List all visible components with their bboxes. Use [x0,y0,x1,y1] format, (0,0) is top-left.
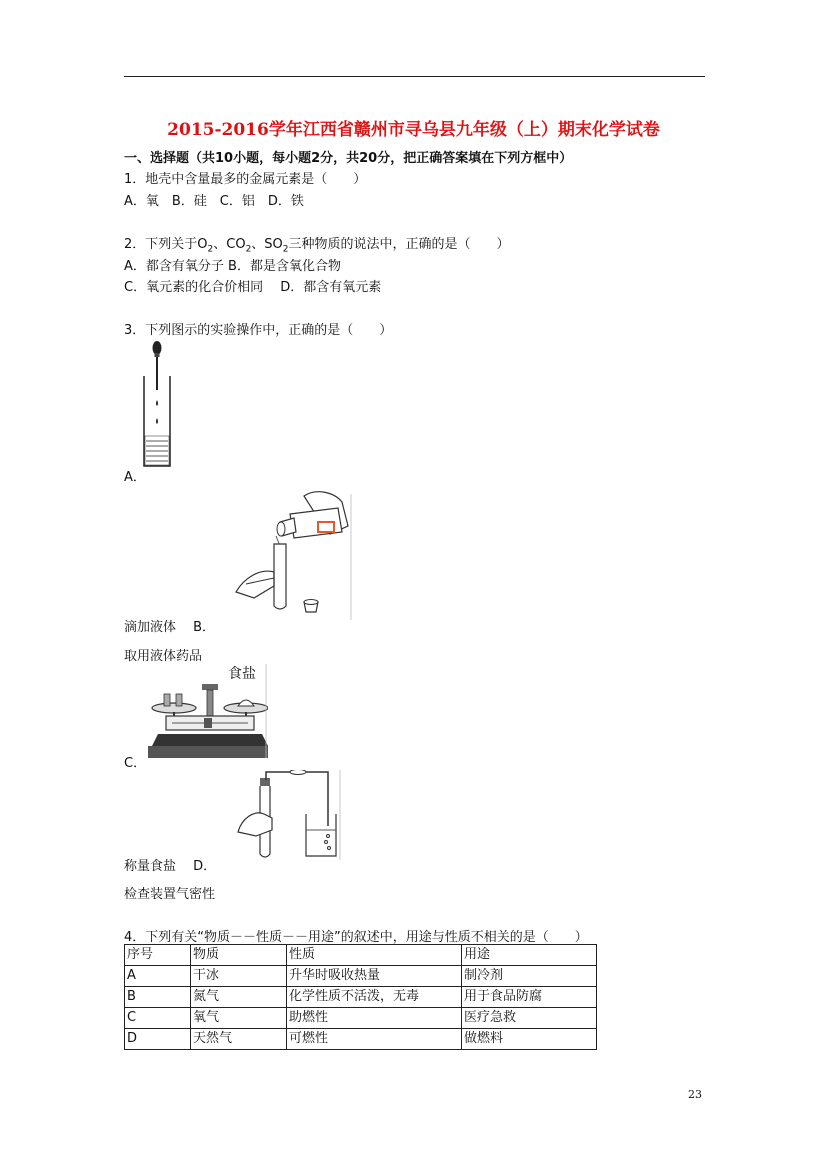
table-cell: 制冷剂 [462,966,597,987]
table-header-cell: 物质 [191,945,287,966]
table-row [125,1029,597,1050]
table-cell: 做燃料 [462,1029,597,1050]
question-2-stem: 2．下列关于$O_2$、$CO_2$、$SO_2$三种物质的说法中，正确的是（ ） [124,237,510,255]
question-1-stem: 1．地壳中含量最多的金属元素是（ ） [124,172,367,187]
table-cell: 可燃性 [287,1029,462,1050]
table-cell: A [125,966,191,987]
salt-label: 食盐 [228,666,256,682]
table-cell: D [125,1029,191,1050]
option-c-caption: 称量食盐 D． [124,859,217,874]
table-cell: 干冰 [191,966,287,987]
option-b-caption: 取用液体药品 [124,649,203,664]
section-heading: 一、选择题（共10小题，每小题2分，共20分，把正确答案填在下列方框中） [124,151,573,166]
table-row [125,1008,597,1029]
option-c-label: C． [124,756,147,771]
question-2-options-cd: C．氧元素的化合价相同 D．都含有氧元素 [124,280,382,295]
table-cell: 氮气 [191,987,287,1008]
question-2-options-ab: A．都含有氧分子 B．都是含氧化合物 [124,259,341,274]
airtightness-figure [236,770,342,862]
table-header-cell: 性质 [287,945,462,966]
table-cell: 氧气 [191,1008,287,1029]
option-d-caption: 检查装置气密性 [124,887,216,902]
table-cell: 用于食品防腐 [462,987,597,1008]
table-header-cell: 序号 [125,945,191,966]
table-cell: 天然气 [191,1029,287,1050]
page-number: 23 [688,1088,702,1101]
option-a-caption: 滴加液体 B． [124,620,216,635]
table-cell: 医疗急救 [462,1008,597,1029]
table-cell: 升华时吸收热量 [287,966,462,987]
table-header-row [125,945,597,966]
page-title: 2015-2016学年江西省赣州市寻乌县九年级（上）期末化学试卷 [167,120,660,140]
table-header-cell: 用途 [462,945,597,966]
table-row [125,966,597,987]
table-cell: B [125,987,191,1008]
question-3-stem: 3．下列图示的实验操作中，正确的是（ ） [124,323,393,338]
table-cell: 助燃性 [287,1008,462,1029]
question-1-options: A．氧 B．硅 C．铝 D．铁 [124,194,304,209]
table-cell: 化学性质不活泼，无毒 [287,987,462,1008]
option-a-label: A． [124,470,146,485]
dropper-figure [138,338,174,470]
table-row [125,987,597,1008]
question-4-stem: 4．下列有关“物质－－性质－－用途”的叙述中，用途与性质不相关的是（ ） [124,930,588,945]
table-cell: C [125,1008,191,1029]
question-4-table [124,944,597,1050]
header-rule [124,76,705,77]
pouring-liquid-figure [234,488,352,622]
